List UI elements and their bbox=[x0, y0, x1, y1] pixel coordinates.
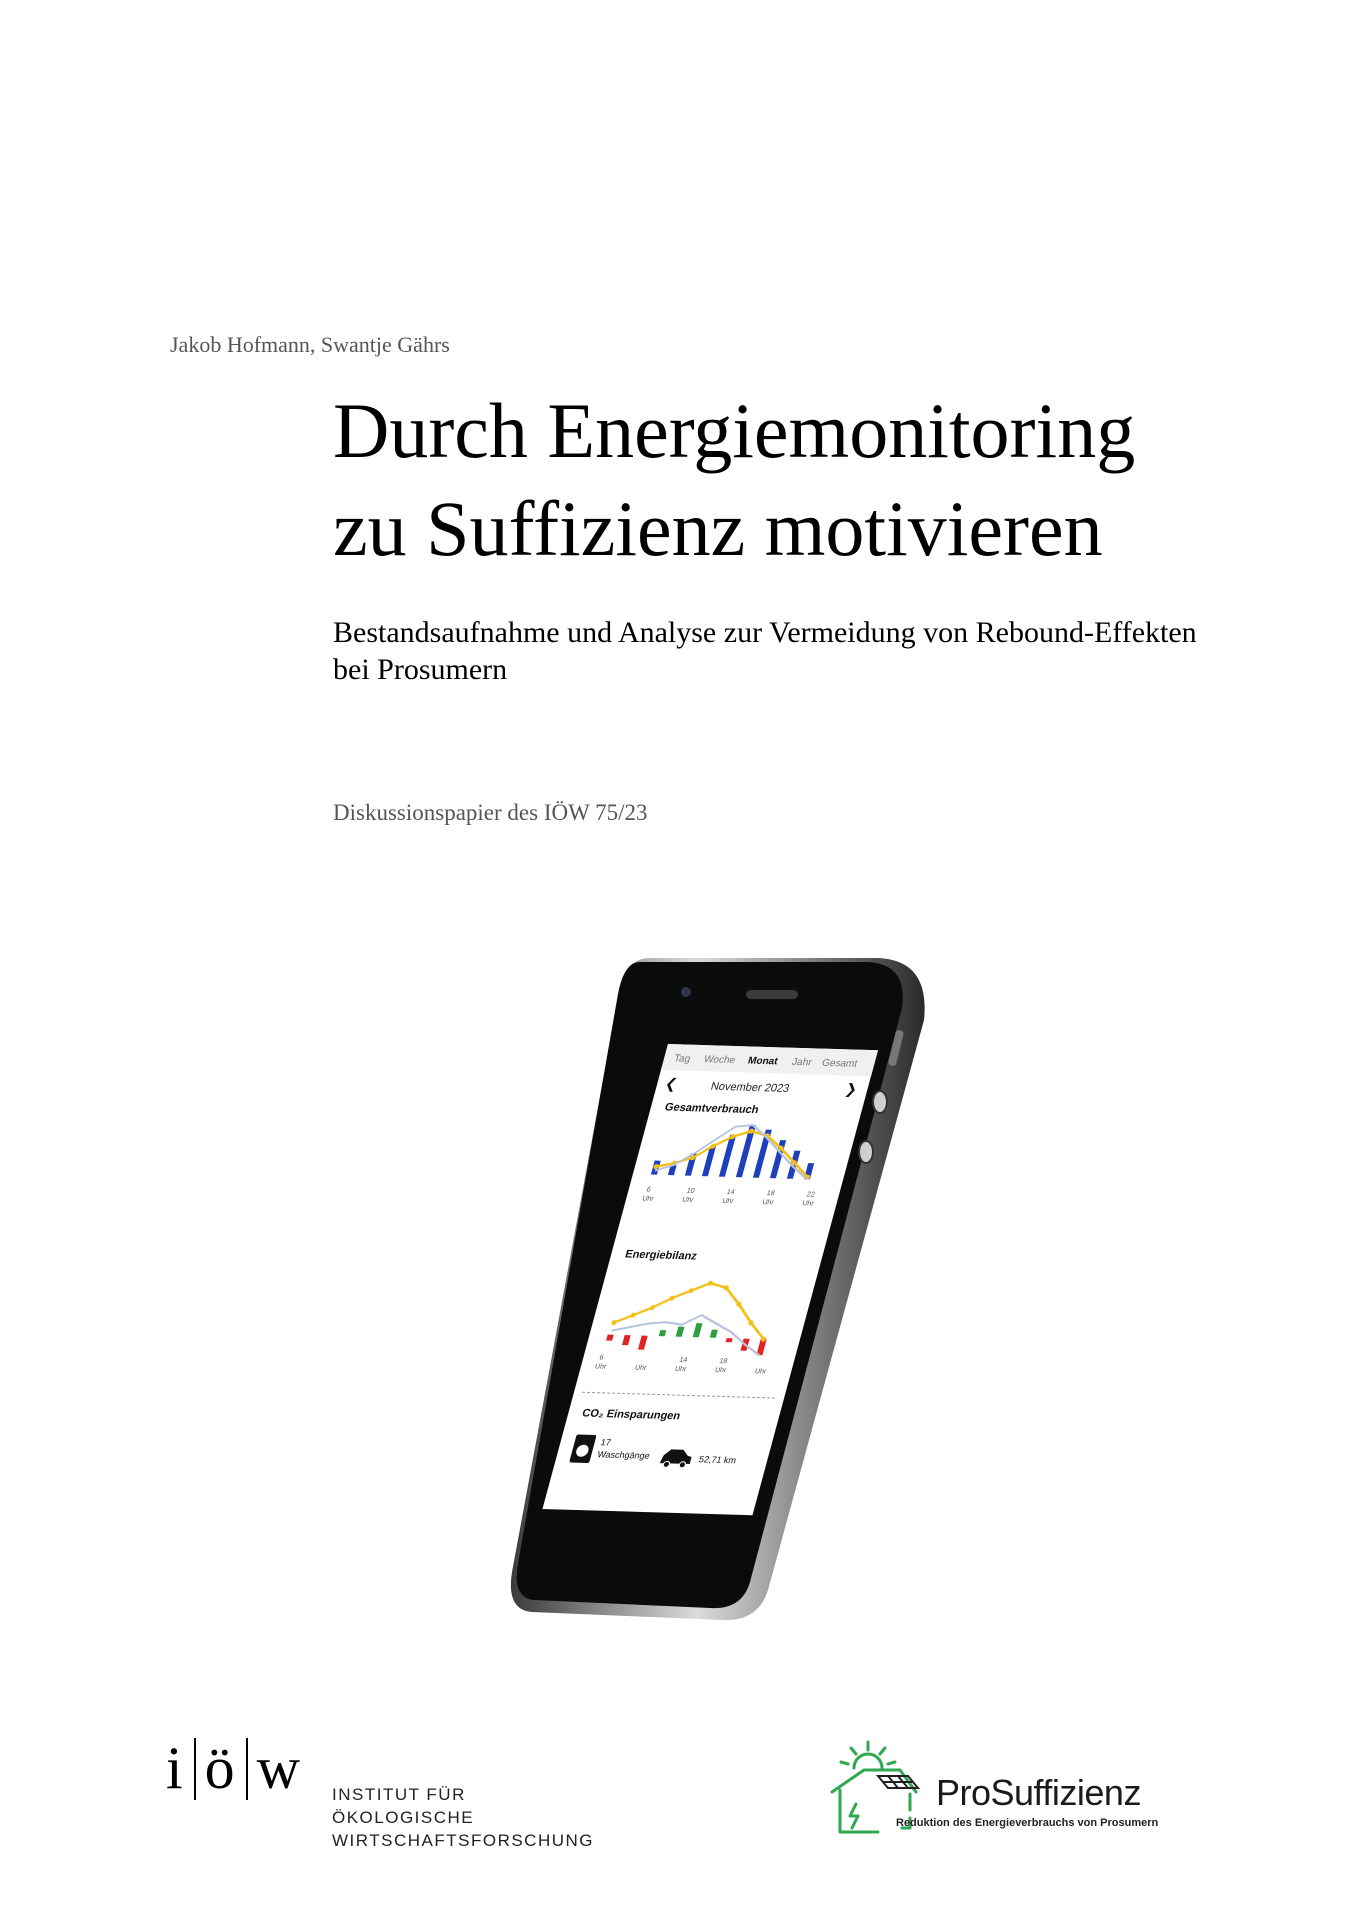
series-label: Diskussionspapier des IÖW 75/23 bbox=[333, 800, 648, 825]
chart2-tick-number: 6 bbox=[598, 1353, 605, 1362]
month-label: November 2023 bbox=[709, 1080, 791, 1095]
ioew-separator bbox=[194, 1738, 196, 1800]
ioew-separator bbox=[246, 1738, 248, 1800]
chart1-tick-number: 22 bbox=[805, 1190, 816, 1199]
next-month-button[interactable]: ❯ bbox=[843, 1081, 860, 1098]
ioew-institute-line-2: ÖKOLOGISCHE WIRTSCHAFTSFORSCHUNG bbox=[332, 1808, 595, 1850]
document-subtitle bbox=[333, 614, 1333, 688]
chart1-tick-unit: Uhr bbox=[681, 1195, 695, 1204]
document-title bbox=[333, 382, 1313, 578]
wash-label: Waschgänge bbox=[596, 1449, 652, 1461]
chart1-tick-unit: Uhr bbox=[721, 1196, 735, 1206]
chart2-tick-unit: Uhr bbox=[633, 1363, 648, 1372]
chart2-tick-unit: Uhr bbox=[593, 1362, 608, 1371]
chart1-title: Gesamtverbrauch bbox=[663, 1101, 760, 1117]
chart1-tick-unit: Uhr bbox=[641, 1194, 655, 1203]
prosuffizienz-name: ProSuffizienz bbox=[936, 1772, 1141, 1813]
ioew-letter-i: i bbox=[166, 1735, 185, 1801]
subtitle-line-2: bei Prosumern bbox=[333, 653, 508, 686]
tab-woche[interactable]: Woche bbox=[702, 1054, 737, 1067]
prosuffizienz-tagline: Reduktion des Energieverbrauchs von Prosumern bbox=[896, 1817, 1159, 1829]
chart2-tick-unit: Uhr bbox=[673, 1364, 688, 1374]
prosuffizienz-logo bbox=[826, 1740, 1166, 1840]
chart1-tick-number: 6 bbox=[645, 1185, 652, 1194]
co2-title: CO₂ Einsparungen bbox=[580, 1407, 682, 1423]
subtitle-line-1: Bestandsaufnahme und Analyse zur Vermeidung von Rebound-Effekten bbox=[333, 616, 1197, 649]
chart2-tick-number: 18 bbox=[718, 1357, 729, 1366]
title-line-2: zu Suffizienz motivieren bbox=[333, 485, 1103, 572]
smartphone-illustration bbox=[500, 950, 940, 1630]
chart1-tick-number: 10 bbox=[685, 1186, 696, 1195]
car-km: 52,71 km bbox=[697, 1454, 738, 1466]
chart2-title: Energiebilanz bbox=[623, 1248, 699, 1263]
tab-tag[interactable]: Tag bbox=[672, 1053, 692, 1065]
prev-month-button[interactable]: ❮ bbox=[663, 1076, 680, 1093]
volume-down-button bbox=[859, 1141, 873, 1163]
ioew-letter-o: ö bbox=[204, 1735, 237, 1801]
chart2-tick-number: 14 bbox=[678, 1355, 689, 1365]
chart1-tick-unit: Uhr bbox=[801, 1199, 815, 1208]
volume-up-button bbox=[873, 1091, 887, 1113]
ioew-institute-line-1: INSTITUT FÜR bbox=[332, 1785, 466, 1804]
chart2-tick-unit: Uhr bbox=[713, 1366, 728, 1375]
ioew-institute-name bbox=[332, 1783, 726, 1852]
wash-count: 17 bbox=[599, 1437, 613, 1448]
front-camera-icon bbox=[681, 987, 691, 997]
speaker-grille bbox=[746, 990, 798, 999]
tab-jahr[interactable]: Jahr bbox=[790, 1056, 813, 1069]
tab-gesamt[interactable]: Gesamt bbox=[820, 1057, 859, 1070]
chart1-tick-number: 18 bbox=[765, 1189, 776, 1198]
ioew-letter-w: w bbox=[256, 1735, 303, 1801]
authors: Jakob Hofmann, Swantje Gährs bbox=[170, 332, 450, 357]
ioew-letters bbox=[166, 1735, 303, 1801]
chart1-tick-unit: Uhr bbox=[761, 1198, 775, 1207]
tab-monat[interactable]: Monat bbox=[746, 1055, 779, 1068]
title-line-1: Durch Energiemonitoring bbox=[333, 387, 1136, 474]
balance-bar bbox=[726, 1338, 733, 1342]
chart2-tick-unit: Uhr bbox=[753, 1367, 768, 1376]
ioew-logo bbox=[166, 1735, 726, 1850]
chart1-tick-number: 14 bbox=[725, 1188, 736, 1197]
